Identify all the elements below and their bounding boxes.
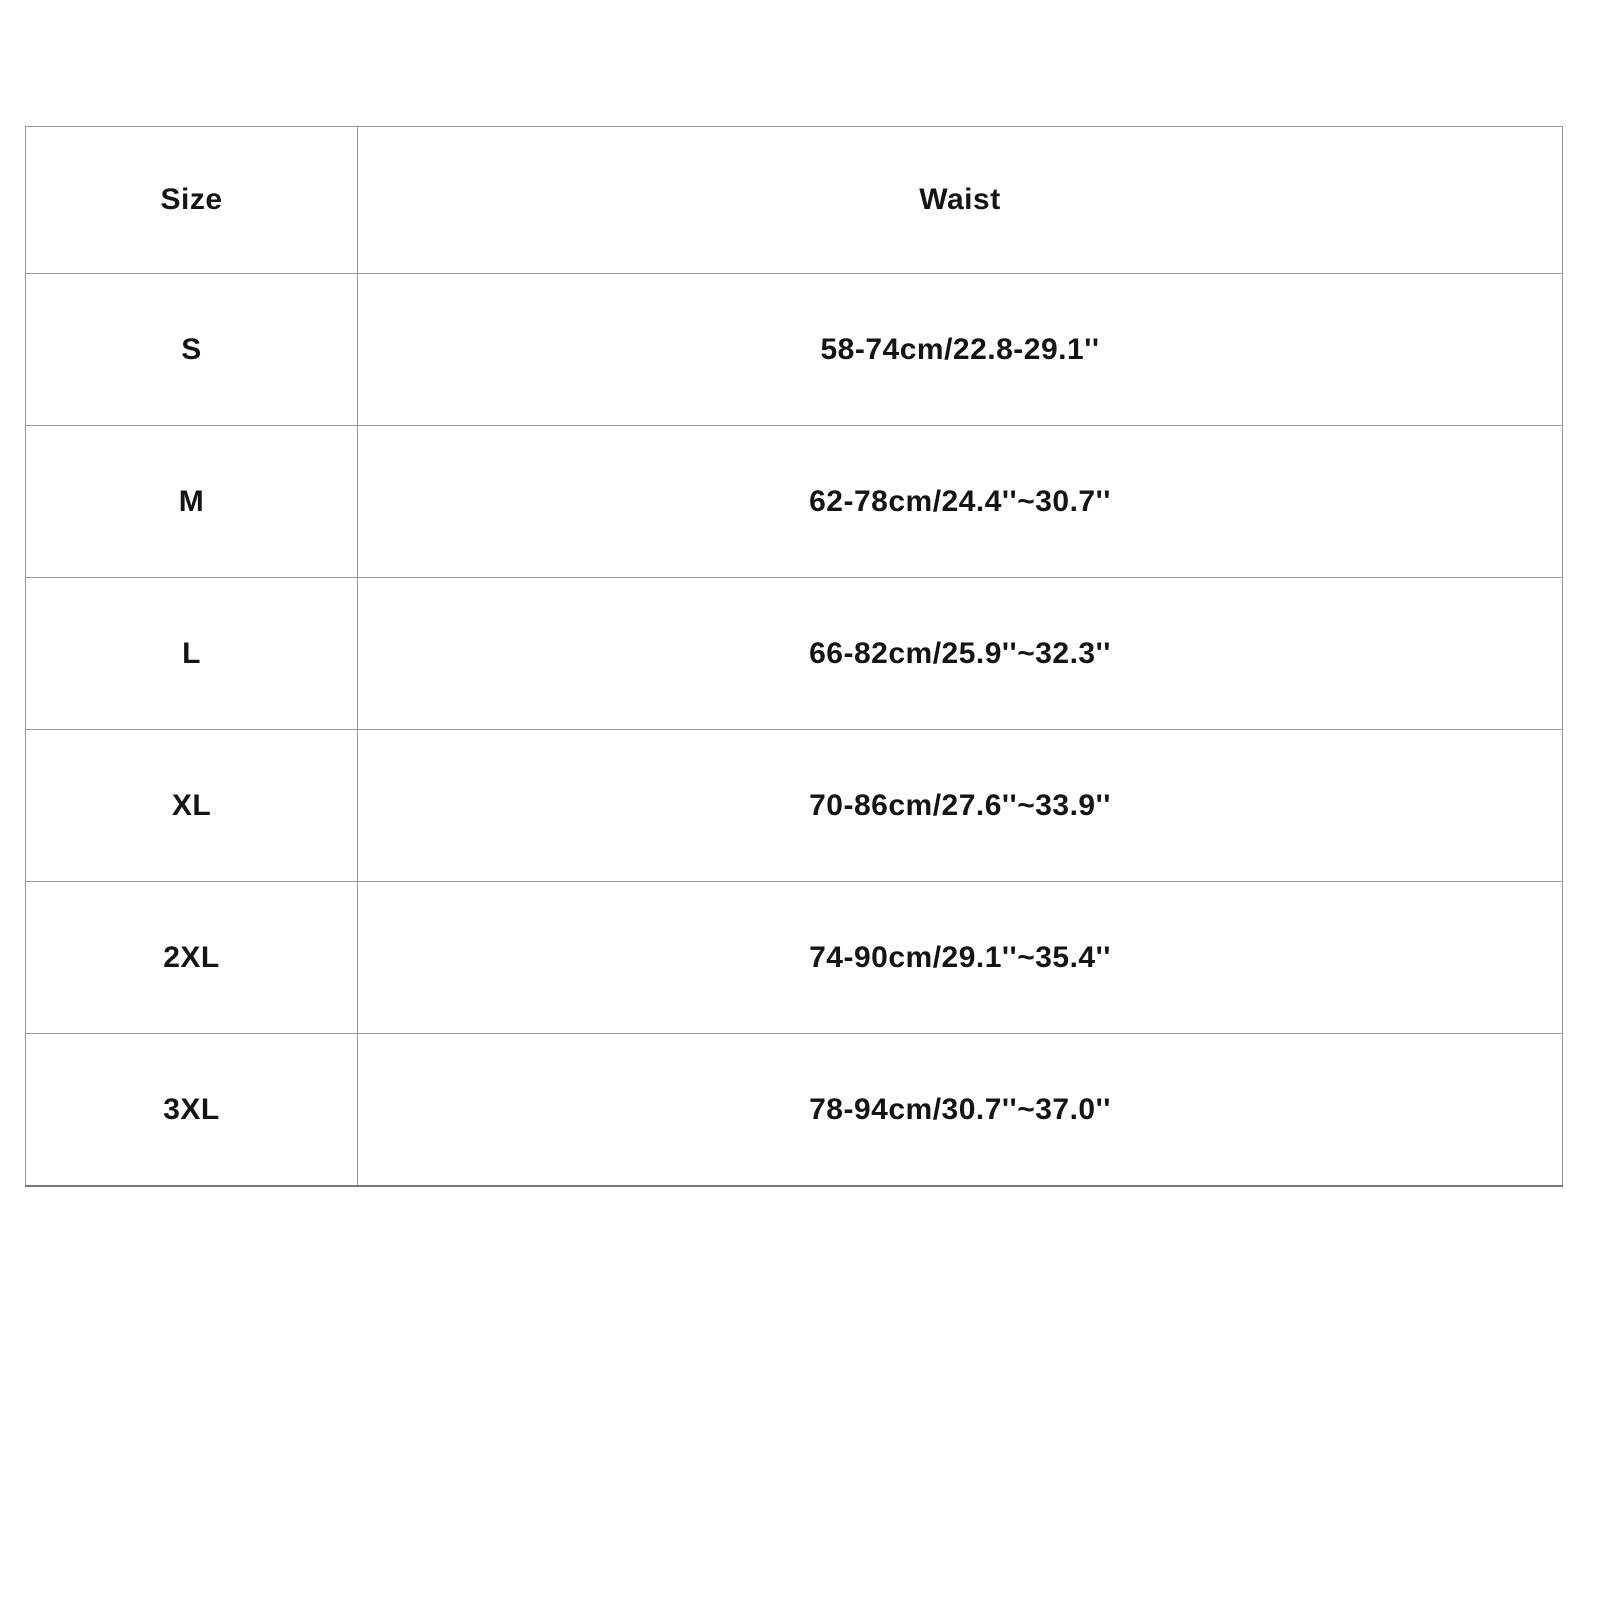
table-row-3xl [26,1034,1563,1187]
waist-cell: 78-94cm/30.7''~37.0'' [357,1034,1562,1187]
size-cell: 2XL [26,882,358,1034]
table-header-row [26,127,1563,274]
waist-cell: 62-78cm/24.4''~30.7'' [357,426,1562,578]
table-row-2xl [26,882,1563,1034]
table-row-s [26,274,1563,426]
size-cell: XL [26,730,358,882]
waist-cell: 58-74cm/22.8-29.1'' [357,274,1562,426]
size-chart-table [25,126,1563,1187]
size-chart-container [25,126,1563,1187]
table-row-m [26,426,1563,578]
header-size: Size [26,127,358,274]
table-row-l [26,578,1563,730]
table-row-xl [26,730,1563,882]
size-cell: M [26,426,358,578]
size-cell: 3XL [26,1034,358,1187]
header-waist: Waist [357,127,1562,274]
size-cell: L [26,578,358,730]
waist-cell: 70-86cm/27.6''~33.9'' [357,730,1562,882]
waist-cell: 66-82cm/25.9''~32.3'' [357,578,1562,730]
size-cell: S [26,274,358,426]
waist-cell: 74-90cm/29.1''~35.4'' [357,882,1562,1034]
